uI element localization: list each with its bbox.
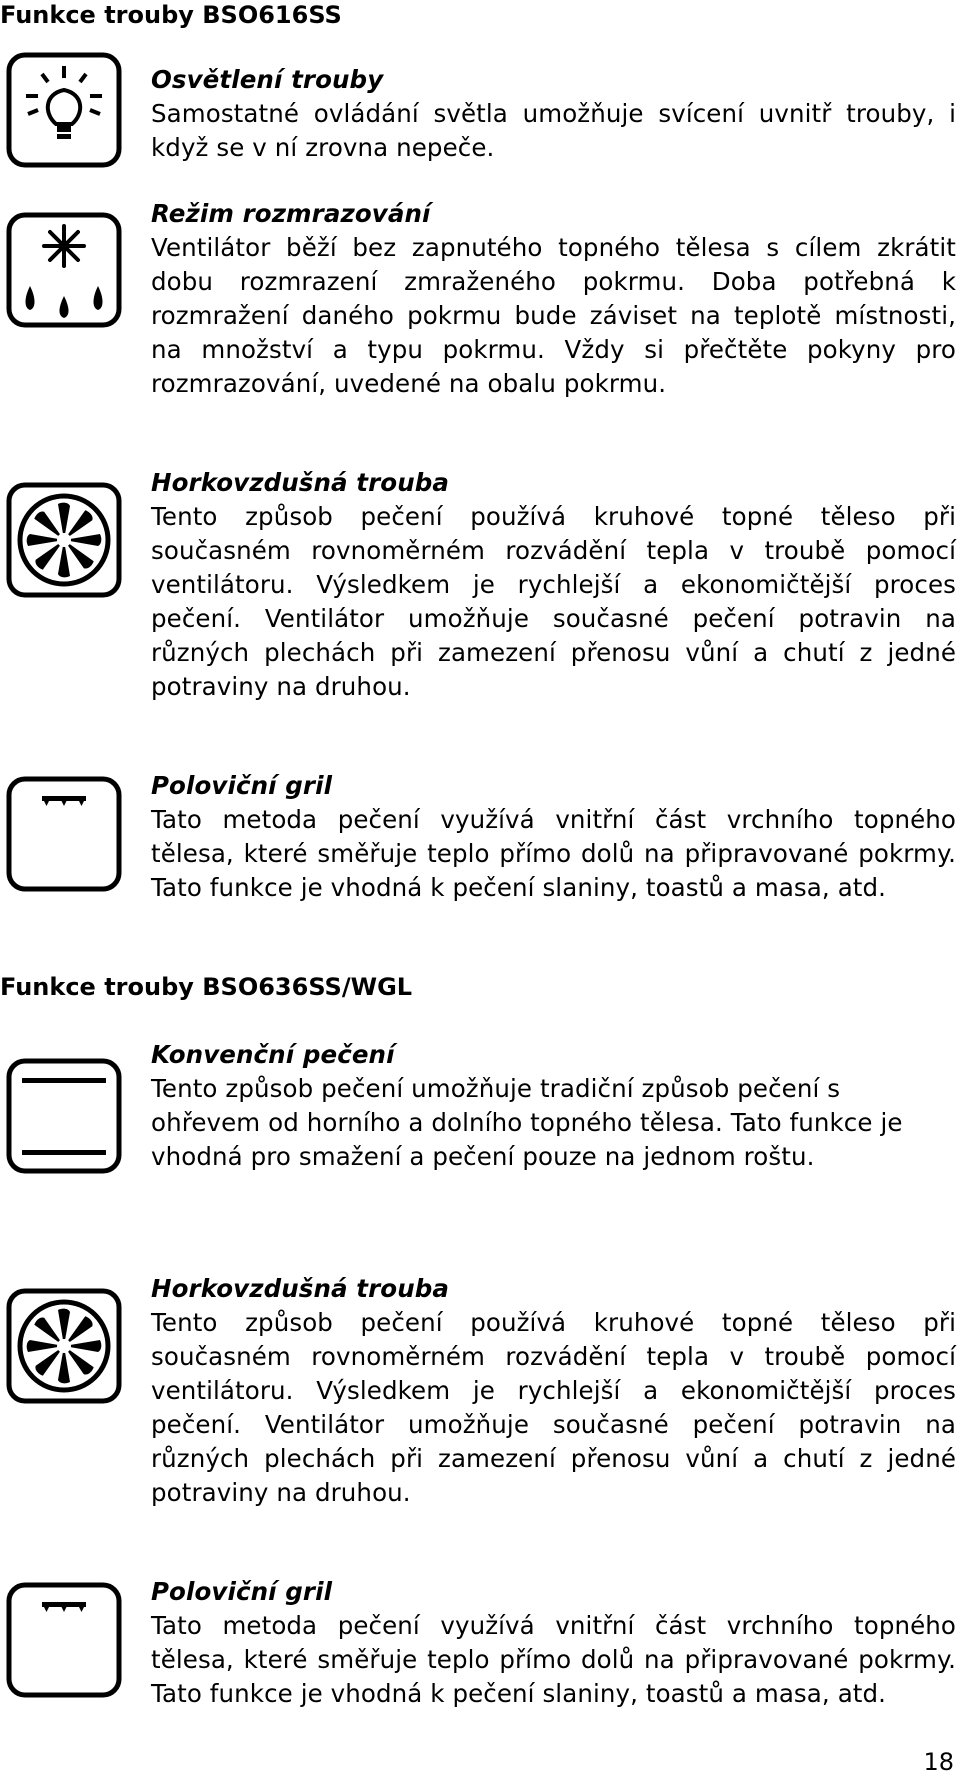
function-description: Tento způsob pečení používá kruhové topné těleso při současném rovnoměrném rozvádění tepla v troubě pomocí ventilátoru. Výsledkem je rychlejší a ekonomičtější proces pečení. Ventilátor umožňuje současné pečení potravin na různých plechách při zamezení přenosu vůní a chutí z jedné potraviny na druhou. xyxy=(151,502,956,701)
function-title: Horkovzdušná trouba xyxy=(151,468,450,497)
function-item-oven-light xyxy=(151,63,956,165)
function-title: Konvenční pečení xyxy=(151,1040,395,1069)
half-grill-icon xyxy=(6,776,122,892)
function-item-fan-oven-2 xyxy=(151,1272,956,1510)
fan-oven-icon xyxy=(6,482,122,598)
function-title: Horkovzdušná trouba xyxy=(151,1274,450,1303)
function-description: Tato metoda pečení využívá vnitřní část vrchního topného tělesa, které směřuje teplo přímo dolů na připravované pokrmy. Tato funkce je vhodná k pečení slaniny, toastů a masa, atd. xyxy=(151,805,956,902)
function-item-half-grill xyxy=(151,769,956,905)
function-item-conventional xyxy=(151,1038,956,1174)
half-grill-icon xyxy=(6,1582,122,1698)
function-description: Samostatné ovládání světla umožňuje svícení uvnitř trouby, i když se v ní zrovna nepeče. xyxy=(151,99,956,162)
section-heading-bso616ss: Funkce trouby BSO616SS xyxy=(0,1,342,29)
function-title: Poloviční gril xyxy=(151,771,333,800)
defrost-icon xyxy=(6,212,122,328)
fan-oven-icon xyxy=(6,1288,122,1404)
conventional-baking-icon xyxy=(6,1058,122,1174)
page-number: 18 xyxy=(923,1748,954,1776)
section-heading-bso636ss-wgl: Funkce trouby BSO636SS/WGL xyxy=(0,973,413,1001)
function-item-defrost xyxy=(151,197,956,401)
function-item-half-grill-2 xyxy=(151,1575,956,1711)
function-title: Osvětlení trouby xyxy=(151,65,384,94)
oven-light-icon xyxy=(6,52,122,168)
function-description: Tento způsob pečení umožňuje tradiční způsob pečení s ohřevem od horního a dolního topného tělesa. Tato funkce je vhodná pro smažení a pečení pouze na jednom roštu. xyxy=(151,1074,903,1171)
function-description: Ventilátor běží bez zapnutého topného tělesa s cílem zkrátit dobu rozmrazení zmraženého pokrmu. Doba potřebná k rozmražení daného pokrmu bude záviset na teplotě místnosti, na množství a typu pokrmu. Vždy si přečtěte pokyny pro rozmrazování, uvedené na obalu pokrmu. xyxy=(151,233,956,398)
function-item-fan-oven xyxy=(151,466,956,704)
function-title: Režim rozmrazování xyxy=(151,199,431,228)
function-description: Tato metoda pečení využívá vnitřní část vrchního topného tělesa, které směřuje teplo přímo dolů na připravované pokrmy. Tato funkce je vhodná k pečení slaniny, toastů a masa, atd. xyxy=(151,1611,956,1708)
function-title: Poloviční gril xyxy=(151,1577,333,1606)
function-description: Tento způsob pečení používá kruhové topné těleso při současném rovnoměrném rozvádění tepla v troubě pomocí ventilátoru. Výsledkem je rychlejší a ekonomičtější proces pečení. Ventilátor umožňuje současné pečení potravin na různých plechách při zamezení přenosu vůní a chutí z jedné potraviny na druhou. xyxy=(151,1308,956,1507)
